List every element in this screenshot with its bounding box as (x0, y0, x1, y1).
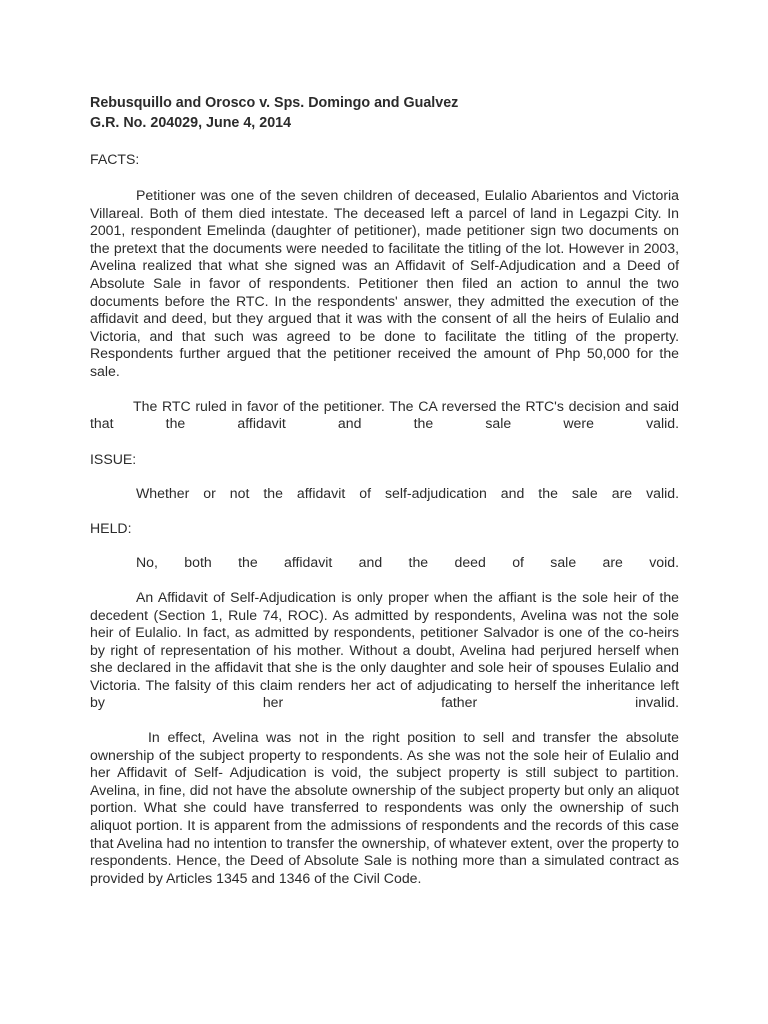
issue-heading: ISSUE: (90, 450, 137, 467)
issue-paragraph: Whether or not the affidavit of self-adjudication and the sale are valid. (136, 484, 679, 501)
document-page (90, 93, 679, 887)
held-paragraph-3: In effect, Avelina was not in the right position to sell and transfer the absolute ownership of the subject property to respondents. As she was not the sole heir of Eulalio and her Affidavit of Self- Adjudication is void, the subject property is still subject to partition. Avelina, in fine, did not have the absolute ownership of the subject property but only an aliquot portion. What she could have transferred to respondents was only the ownership of such aliquot portion. It is apparent from the admissions of respondents and the records of this case that Avelina had no intention to transfer the ownership, of whatever extent, over the property to respondents. Hence, the Deed of Absolute Sale is nothing more than a simulated contract as provided by Articles 1345 and 1346 of the Civil Code. (90, 729, 679, 886)
facts-paragraph-2: The RTC ruled in favor of the petitioner. The CA reversed the RTC's decision and said that the affidavit and the sale were valid. (90, 397, 679, 432)
held-paragraph-1: No, both the affidavit and the deed of sale are void. (136, 554, 679, 571)
facts-heading: FACTS: (90, 151, 140, 167)
held-paragraph-2: An Affidavit of Self-Adjudication is only proper when the affiant is the sole heir of the decedent (Section 1, Rule 74, ROC). As admitted by respondents, Avelina was not the sole heir of Eulalio. In fact, as admitted by respondents, petitioner Salvador is one of the co-heirs by right of representation of his mother. Without a doubt, Avelina had perjured herself when she declared in the affidavit that she is the only daughter and sole heir of spouses Eulalio and Victoria. The falsity of this claim renders her act of adjudicating to herself the inheritance left by her father invalid. (90, 588, 679, 711)
facts-paragraph-1: Petitioner was one of the seven children of deceased, Eulalio Abarientos and Victoria Villareal. Both of them died intestate. The deceased left a parcel of land in Legazpi City. In 2001, respondent Emelinda (daughter of petitioner), made petitioner sign two documents on the pretext that the documents were needed to facilitate the titling of the lot. However in 2003, Avelina realized that what she signed was an Affidavit of Self-Adjudication and a Deed of Absolute Sale in favor of respondents. Petitioner then filed an action to annul the two documents before the RTC. In the respondents' answer, they admitted the execution of the affidavit and deed, but they argued that it was with the consent of all the heirs of Eulalio and Victoria, and that such was agreed to be done to facilitate the titling of the property. Respondents further argued that the petitioner received the amount of Php 50,000 for the sale. (90, 187, 679, 379)
case-citation: G.R. No. 204029, June 4, 2014 (90, 115, 292, 131)
case-title: Rebusquillo and Orosco v. Sps. Domingo and Gualvez (90, 95, 459, 111)
held-heading: HELD: (90, 520, 132, 537)
